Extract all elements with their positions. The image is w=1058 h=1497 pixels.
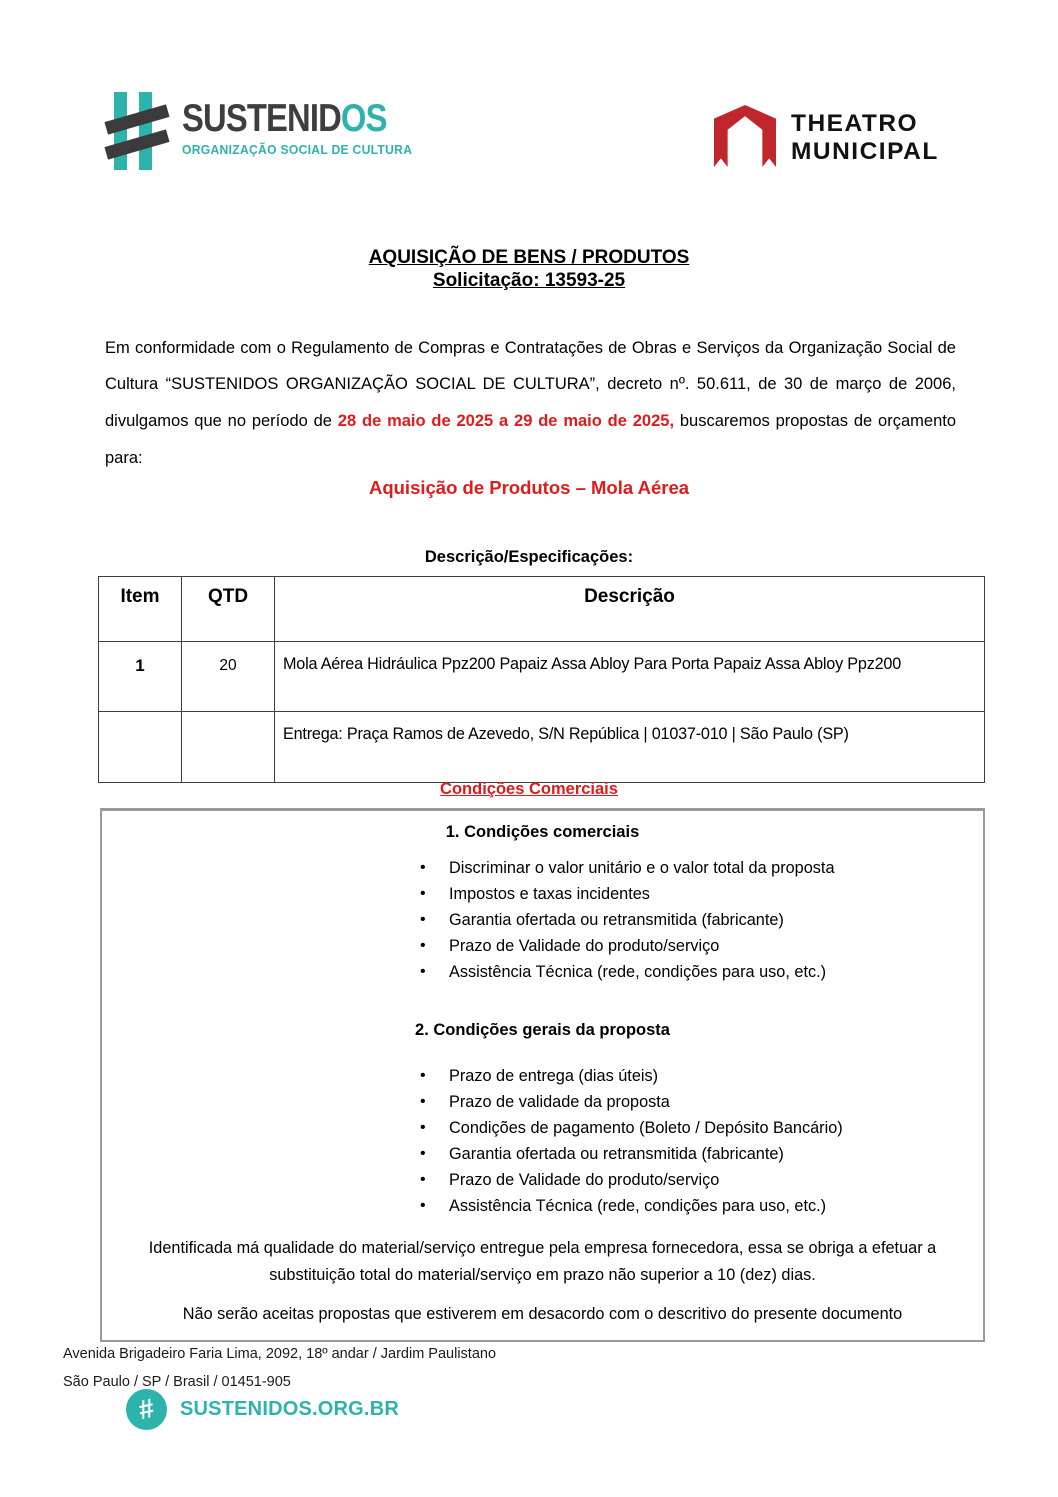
- list-item: • Assistência Técnica (rede, condições para uso, etc.): [418, 959, 835, 985]
- spec-qtd-cell: 20: [182, 642, 275, 712]
- document-title: [0, 246, 1058, 292]
- list-item: • Impostos e taxas incidentes: [418, 881, 835, 907]
- spec-descricao-cell: Mola Aérea Hidráulica Ppz200 Papaiz Assa Abloy Para Porta Papaiz Assa Abloy Ppz200: [275, 642, 985, 712]
- list-item: • Prazo de Validade do produto/serviço: [418, 1167, 843, 1193]
- spec-table-row: [99, 642, 985, 712]
- spec-item-cell: 1: [99, 642, 182, 712]
- section1-title: 1. Condições comerciais: [445, 823, 640, 841]
- list-item: • Garantia ofertada ou retransmitida (fabricante): [418, 1141, 843, 1167]
- document-title-line2: Solicitação: 13593-25: [432, 270, 626, 291]
- sustenidos-name: [182, 98, 387, 140]
- intro-text-part2: buscaremos propostas de orçamento para:: [105, 412, 957, 467]
- conditions-box: [100, 808, 985, 1342]
- list-item: • Condições de pagamento (Boleto / Depósito Bancário): [418, 1115, 843, 1141]
- hash-vertical-bar: [139, 92, 152, 170]
- spec-table-header-descricao: Descrição: [275, 577, 985, 642]
- sustenidos-tagline: ORGANIZAÇÃO SOCIAL DE CULTURA: [182, 143, 413, 157]
- theatro-municipal-logo: [714, 104, 939, 168]
- sustenidos-hash-icon: [112, 92, 170, 170]
- spec-table-header-qtd: QTD: [182, 577, 275, 642]
- document-title-line1: AQUISIÇÃO DE BENS / PRODUTOS: [368, 247, 690, 268]
- theatro-wordmark: [791, 110, 939, 166]
- footer-address-line1: Avenida Brigadeiro Faria Lima, 2092, 18º andar / Jardim Paulistano: [63, 1346, 497, 1362]
- spec-table-row: [99, 712, 985, 783]
- footer-address-line2: São Paulo / SP / Brasil / 01451-905: [63, 1373, 291, 1390]
- list-item: • Garantia ofertada ou retransmitida (fabricante): [418, 907, 835, 933]
- date-range-highlight: 28 de maio de 2025 a 29 de maio de 2025,: [337, 412, 675, 431]
- sustenidos-circle-hash-icon: [126, 1389, 167, 1430]
- list-item: • Prazo de entrega (dias úteis): [418, 1063, 843, 1089]
- intro-paragraph: [105, 330, 956, 477]
- footer-address: [63, 1341, 496, 1396]
- list-item: • Prazo de validade da proposta: [418, 1089, 843, 1115]
- spec-item-cell: [99, 712, 182, 783]
- sustenidos-name-teal: OS: [340, 97, 387, 140]
- spec-qtd-cell: [182, 712, 275, 783]
- list-item: • Prazo de Validade do produto/serviço: [418, 933, 835, 959]
- theatro-wordmark-line1: THEATRO: [791, 110, 919, 137]
- spec-heading: Descrição/Especificações:: [424, 548, 634, 566]
- sustenidos-name-dark: SUSTENID: [182, 97, 341, 140]
- section2-bullet-list: [418, 1063, 843, 1219]
- spec-descricao-cell: Entrega: Praça Ramos de Azevedo, S/N República | 01037-010 | São Paulo (SP): [275, 712, 985, 783]
- list-item: • Discriminar o valor unitário e o valor total da proposta: [418, 855, 835, 881]
- spec-table: [98, 576, 985, 783]
- quality-note: Identificada má qualidade do material/serviço entregue pela empresa fornecedora, essa se obriga a efetuar a substituição total do material/serviço em prazo não superior a 10 (dez) dias.: [148, 1239, 937, 1284]
- sustenidos-logo: [112, 92, 426, 170]
- section2-title: 2. Condições gerais da proposta: [415, 1021, 670, 1039]
- section1-bullet-list: [418, 855, 835, 985]
- spec-table-header-item: Item: [99, 577, 182, 642]
- theatro-arch-icon: [714, 104, 776, 168]
- conditions-heading-text: Condições Comerciais: [440, 780, 618, 798]
- hash-glyph: #: [135, 1392, 157, 1426]
- sustenidos-wordmark: [182, 98, 426, 157]
- list-item: • Assistência Técnica (rede, condições para uso, etc.): [418, 1193, 843, 1219]
- intro-text-part1: Em conformidade com o Regulamento de Compras e Contratações de Obras e Serviços da Organização Social de Cultura “SUSTENIDOS ORGANIZAÇÃO SOCIAL DE CULTURA”, decreto nº. 50.611, de 30 de março de 2006, divulgamos que no período de: [105, 338, 956, 431]
- footer-website: SUSTENIDOS.ORG.BR: [180, 1398, 399, 1420]
- product-heading: Aquisição de Produtos – Mola Aérea: [368, 477, 690, 498]
- conditions-heading: [0, 780, 1058, 799]
- acceptance-note: Não serão aceitas propostas que estiverem em desacordo com o descritivo do presente documento: [182, 1305, 903, 1323]
- spec-table-header-row: [99, 577, 985, 642]
- theatro-wordmark-line2: MUNICIPAL: [791, 138, 939, 165]
- footer-sustenidos-logo: [126, 1389, 399, 1430]
